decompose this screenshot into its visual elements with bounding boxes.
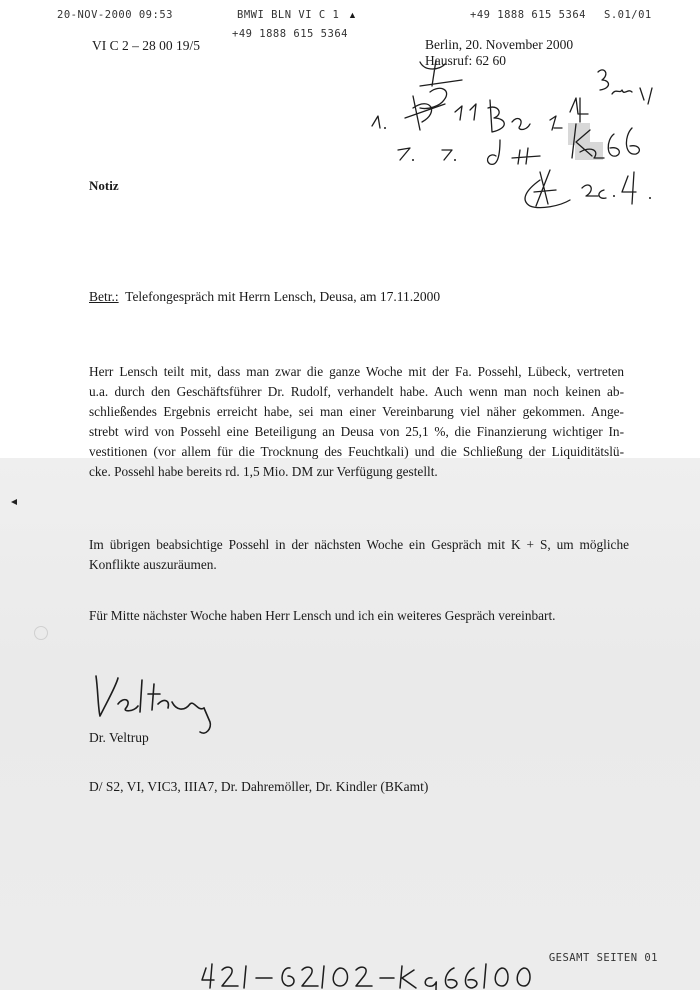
signature [96, 676, 210, 733]
fax-total-pages: GESAMT SEITEN 01 [548, 952, 658, 964]
paragraph-line: Im übrigen beabsichtige Possehl in der nächsten Woche ein Gespräch mit K + S, um mögliche [89, 537, 629, 552]
handwritten-note-line-3 [525, 170, 651, 208]
signatory-name: Dr. Veltrup [89, 730, 149, 745]
reference-number: VI C 2 – 28 00 19/5 [92, 38, 200, 53]
paragraph-line: schließendes Ergebnis erreicht habe, sei man einer Vereinbarung viel näher gekommen. Ange- [89, 404, 624, 419]
handwritten-initials [420, 60, 462, 109]
subject-label: Betr.: [89, 289, 119, 304]
paragraph-line: Für Mitte nächster Woche haben Herr Lensch und ich ein weiteres Gespräch vereinbart. [89, 608, 556, 623]
fax-arrow-icon: ▲ [348, 10, 357, 20]
fax-sender-number: +49 1888 615 5364 [470, 9, 586, 21]
document-type: Notiz [89, 178, 119, 193]
distribution-list: D/ S2, VI, VIC3, IIIA7, Dr. Dahremöller, Dr. Kindler (BKamt) [89, 779, 429, 794]
paragraph-line: strebt wird von Possehl eine Beteiligung an Deusa von 25,1 %, die Finanzierung wichtiger In- [89, 424, 624, 439]
paragraph-line: cke. Possehl habe bereits rd. 1,5 Mio. DM zur Verfügung gestellt. [89, 464, 438, 479]
paragraph-line: Konflikte auszuräumen. [89, 557, 217, 572]
handwritten-note-line-1 [372, 70, 652, 132]
handwritten-note-line-2 [398, 124, 639, 164]
fax-sender-id: BMWI BLN VI C 1 [237, 9, 340, 21]
fax-datetime: 20-NOV-2000 09:53 [57, 9, 173, 21]
fax-to-number: +49 1888 615 5364 [232, 28, 348, 40]
paragraph-line: vestitionen (vor allem für die Trocknung des Feuchtkali) und die Schließung der Liquiditätslü- [89, 444, 624, 459]
stamp-shade [568, 123, 590, 145]
paragraph-line: Herr Lensch teilt mit, dass man zwar die ganze Woche mit der Fa. Possehl, Lübeck, vertreten [89, 364, 624, 379]
paragraph-line: u.a. durch den Geschäftsführer Dr. Rudolf, verhandelt habe. Auch wenn man noch keinen ab- [89, 384, 624, 399]
handwritten-filing-number [202, 964, 530, 990]
subject-text: Telefongespräch mit Herrn Lensch, Deusa, am 17.11.2000 [125, 289, 441, 304]
extension-number: Hausruf: 62 60 [425, 53, 506, 68]
fax-page-count: S.01/01 [604, 9, 652, 21]
place-date: Berlin, 20. November 2000 [425, 37, 574, 52]
